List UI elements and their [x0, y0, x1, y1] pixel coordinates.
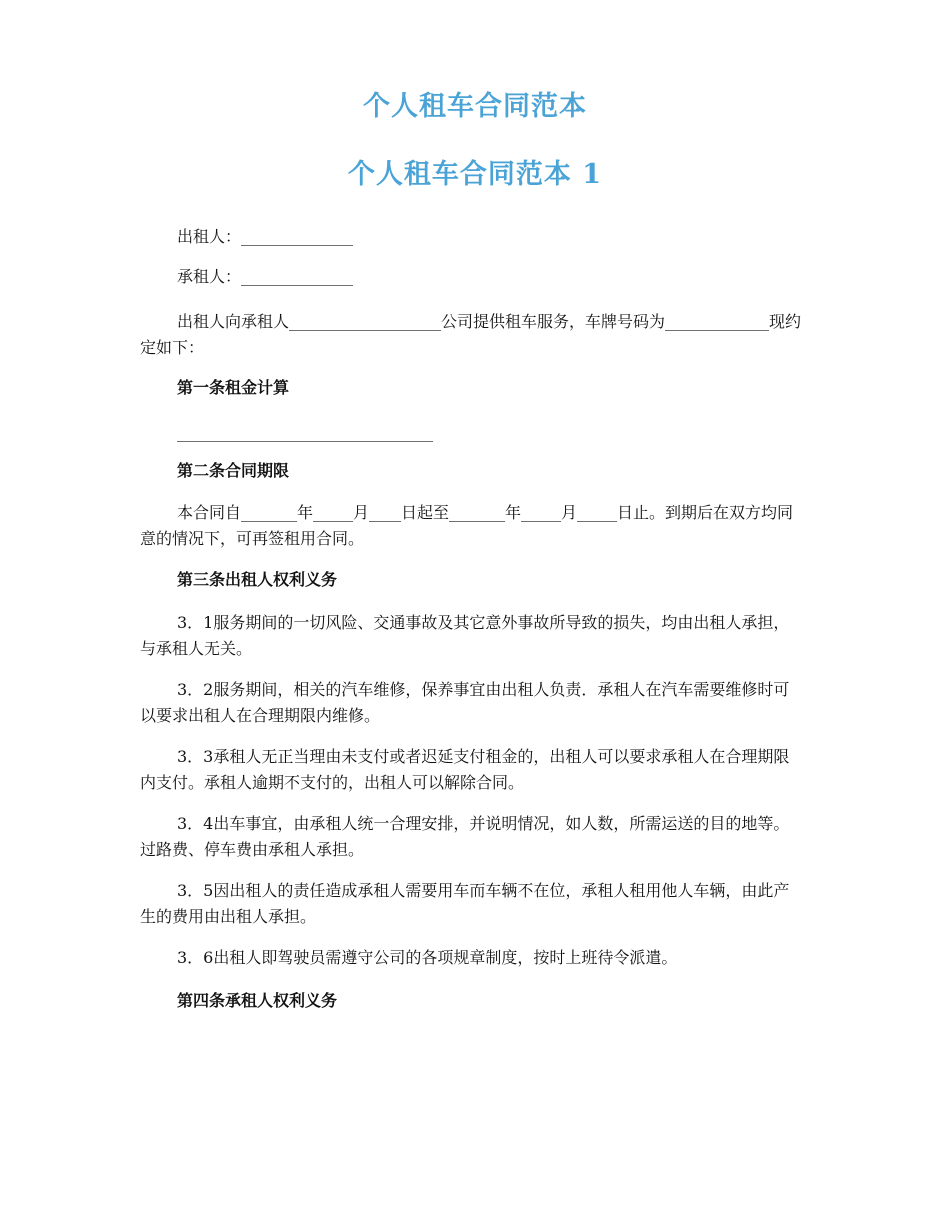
article-3-heading: 第三条出租人权利义务 — [177, 570, 338, 589]
lessee-line: 承租人：______________ — [177, 267, 354, 286]
lessor-line: 出租人：______________ — [177, 227, 354, 246]
document-title: 个人租车合同范本 — [363, 91, 587, 122]
document-subtitle: 个人租车合同范本 1 — [347, 159, 603, 190]
article-3-item: 3．2服务期间，相关的汽车维修，保养事宜由出租人负责．承租人在汽车需要维修时可以要求出租人在合理期限内维修。 — [140, 680, 790, 725]
article-3-item: 3．3承租人无正当理由未支付或者迟延支付租金的，出租人可以要求承租人在合理期限内支付。承租人逾期不支付的，出租人可以解除合同。 — [140, 747, 790, 792]
article-3-item: 3．1服务期间的一切风险、交通事故及其它意外事故所导致的损失，均由出租人承担，与承租人无关。 — [140, 613, 790, 658]
article-2-heading: 第二条合同期限 — [177, 461, 290, 480]
article-4-heading: 第四条承租人权利义务 — [177, 991, 338, 1010]
article-2-text: 本合同自_______年_____月____日起至_______年_____月_____日止。到期后在双方均同意的情况下，可再签租用合同。 — [140, 503, 794, 548]
article-3-item: 3．6出租人即驾驶员需遵守公司的各项规章制度，按时上班待令派遣。 — [177, 948, 678, 967]
article-3-item: 3．5因出租人的责任造成承租人需要用车而车辆不在位，承租人租用他人车辆，由此产生的费用由出租人承担。 — [140, 881, 790, 926]
article-1-heading: 第一条租金计算 — [177, 378, 290, 397]
intro-paragraph: 出租人向承租人___________________公司提供租车服务，车牌号码为_____________现约定如下： — [140, 312, 802, 357]
article-3-item: 3．4出车事宜，由承租人统一合理安排，并说明情况，如人数，所需运送的目的地等。过路费、停车费由承租人承担。 — [140, 814, 790, 859]
article-1-blank: ________________________________ — [177, 423, 433, 442]
